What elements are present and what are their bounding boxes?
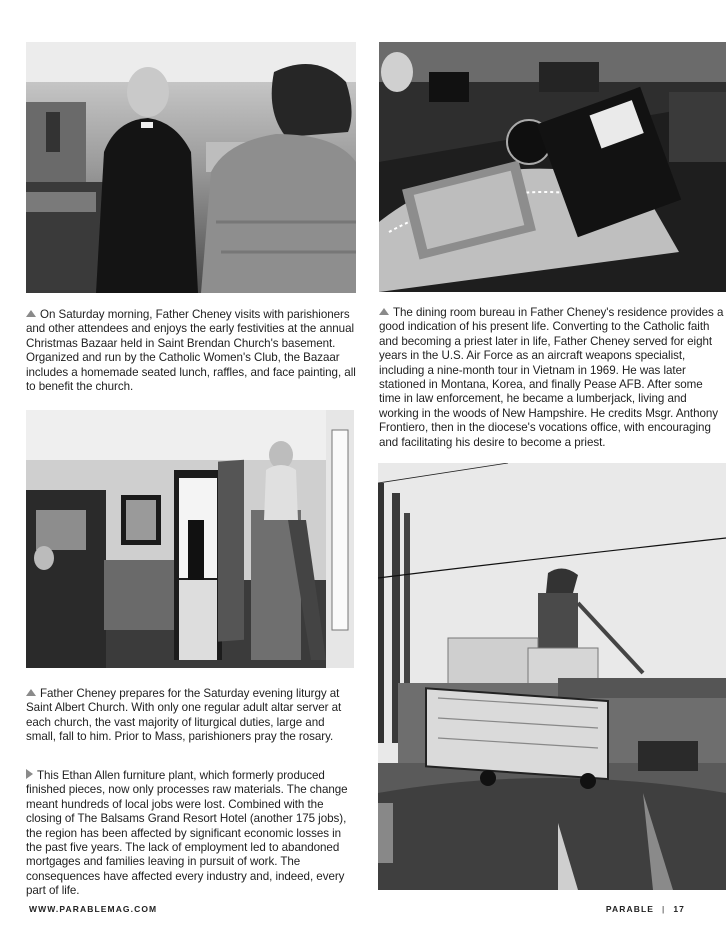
plant-photo [378,463,726,890]
church-photo [26,410,354,668]
bazaar-photo [26,42,356,293]
plant-caption [26,769,356,899]
footer-magazine-name: PARABLE [605,904,655,914]
plant-caption-text: This Ethan Allen furniture plant, which formerly produced finished pieces, now only processes raw materials. The change meant hundreds of local jobs were lost. Combined with the closing of The Balsams Grand Resort Hotel (another 175 jobs), the region has been affected by significant economic losses in the past five years. The lack of employment led to abandoned mortgages and families leaving in pursuit of work. The consequences have affected every industry and, indeed, every part of life. [26,769,348,898]
triangle-right-icon [26,769,33,779]
church-caption-text: Father Cheney prepares for the Saturday evening liturgy at Saint Albert Church. With only one regular adult altar server at each church, the vast majority of liturgical duties, large and small, fall to him. Prior to Mass, parishioners pray the rosary. [26,687,342,744]
triangle-up-icon [26,310,36,317]
footer-folio [606,904,685,914]
footer-separator: | [662,904,666,914]
page-number: 17 [673,904,685,914]
footer-website-url: WWW.PARABLEMAG.COM [29,904,158,914]
triangle-up-icon [379,308,389,315]
bazaar-caption-text: On Saturday morning, Father Cheney visits with parishioners and other attendees and enjoys the early festivities at the annual Christmas Bazaar held in Saint Brendan Church's basement. Organized and run by the Catholic Women's Club, the Bazaar includes a homemade seated lunch, raffles, and face painting, all to benefit the church. [26,308,356,394]
bureau-caption [379,306,726,450]
bureau-photo [379,42,726,292]
church-caption [26,687,356,745]
bureau-caption-text: The dining room bureau in Father Cheney's residence provides a good indication of his present life. Converting to the Catholic faith and becoming a priest later in life, Father Cheney served for eight years in the U.S. Air Force as an aircraft weapons specialist, including a nine-month tour in Vietnam in 1969. He was later stationed in Montana, Korea, and finally Pease AFB. After some time in law enforcement, he became a lumberjack, living and working in the woods of New Hampshire. He credits Msgr. Anthony Frontiero, then in the diocese's vocations office, with encouraging and facilitating his desire to become a priest. [379,306,724,449]
bazaar-caption [26,308,356,394]
triangle-up-icon [26,689,36,696]
